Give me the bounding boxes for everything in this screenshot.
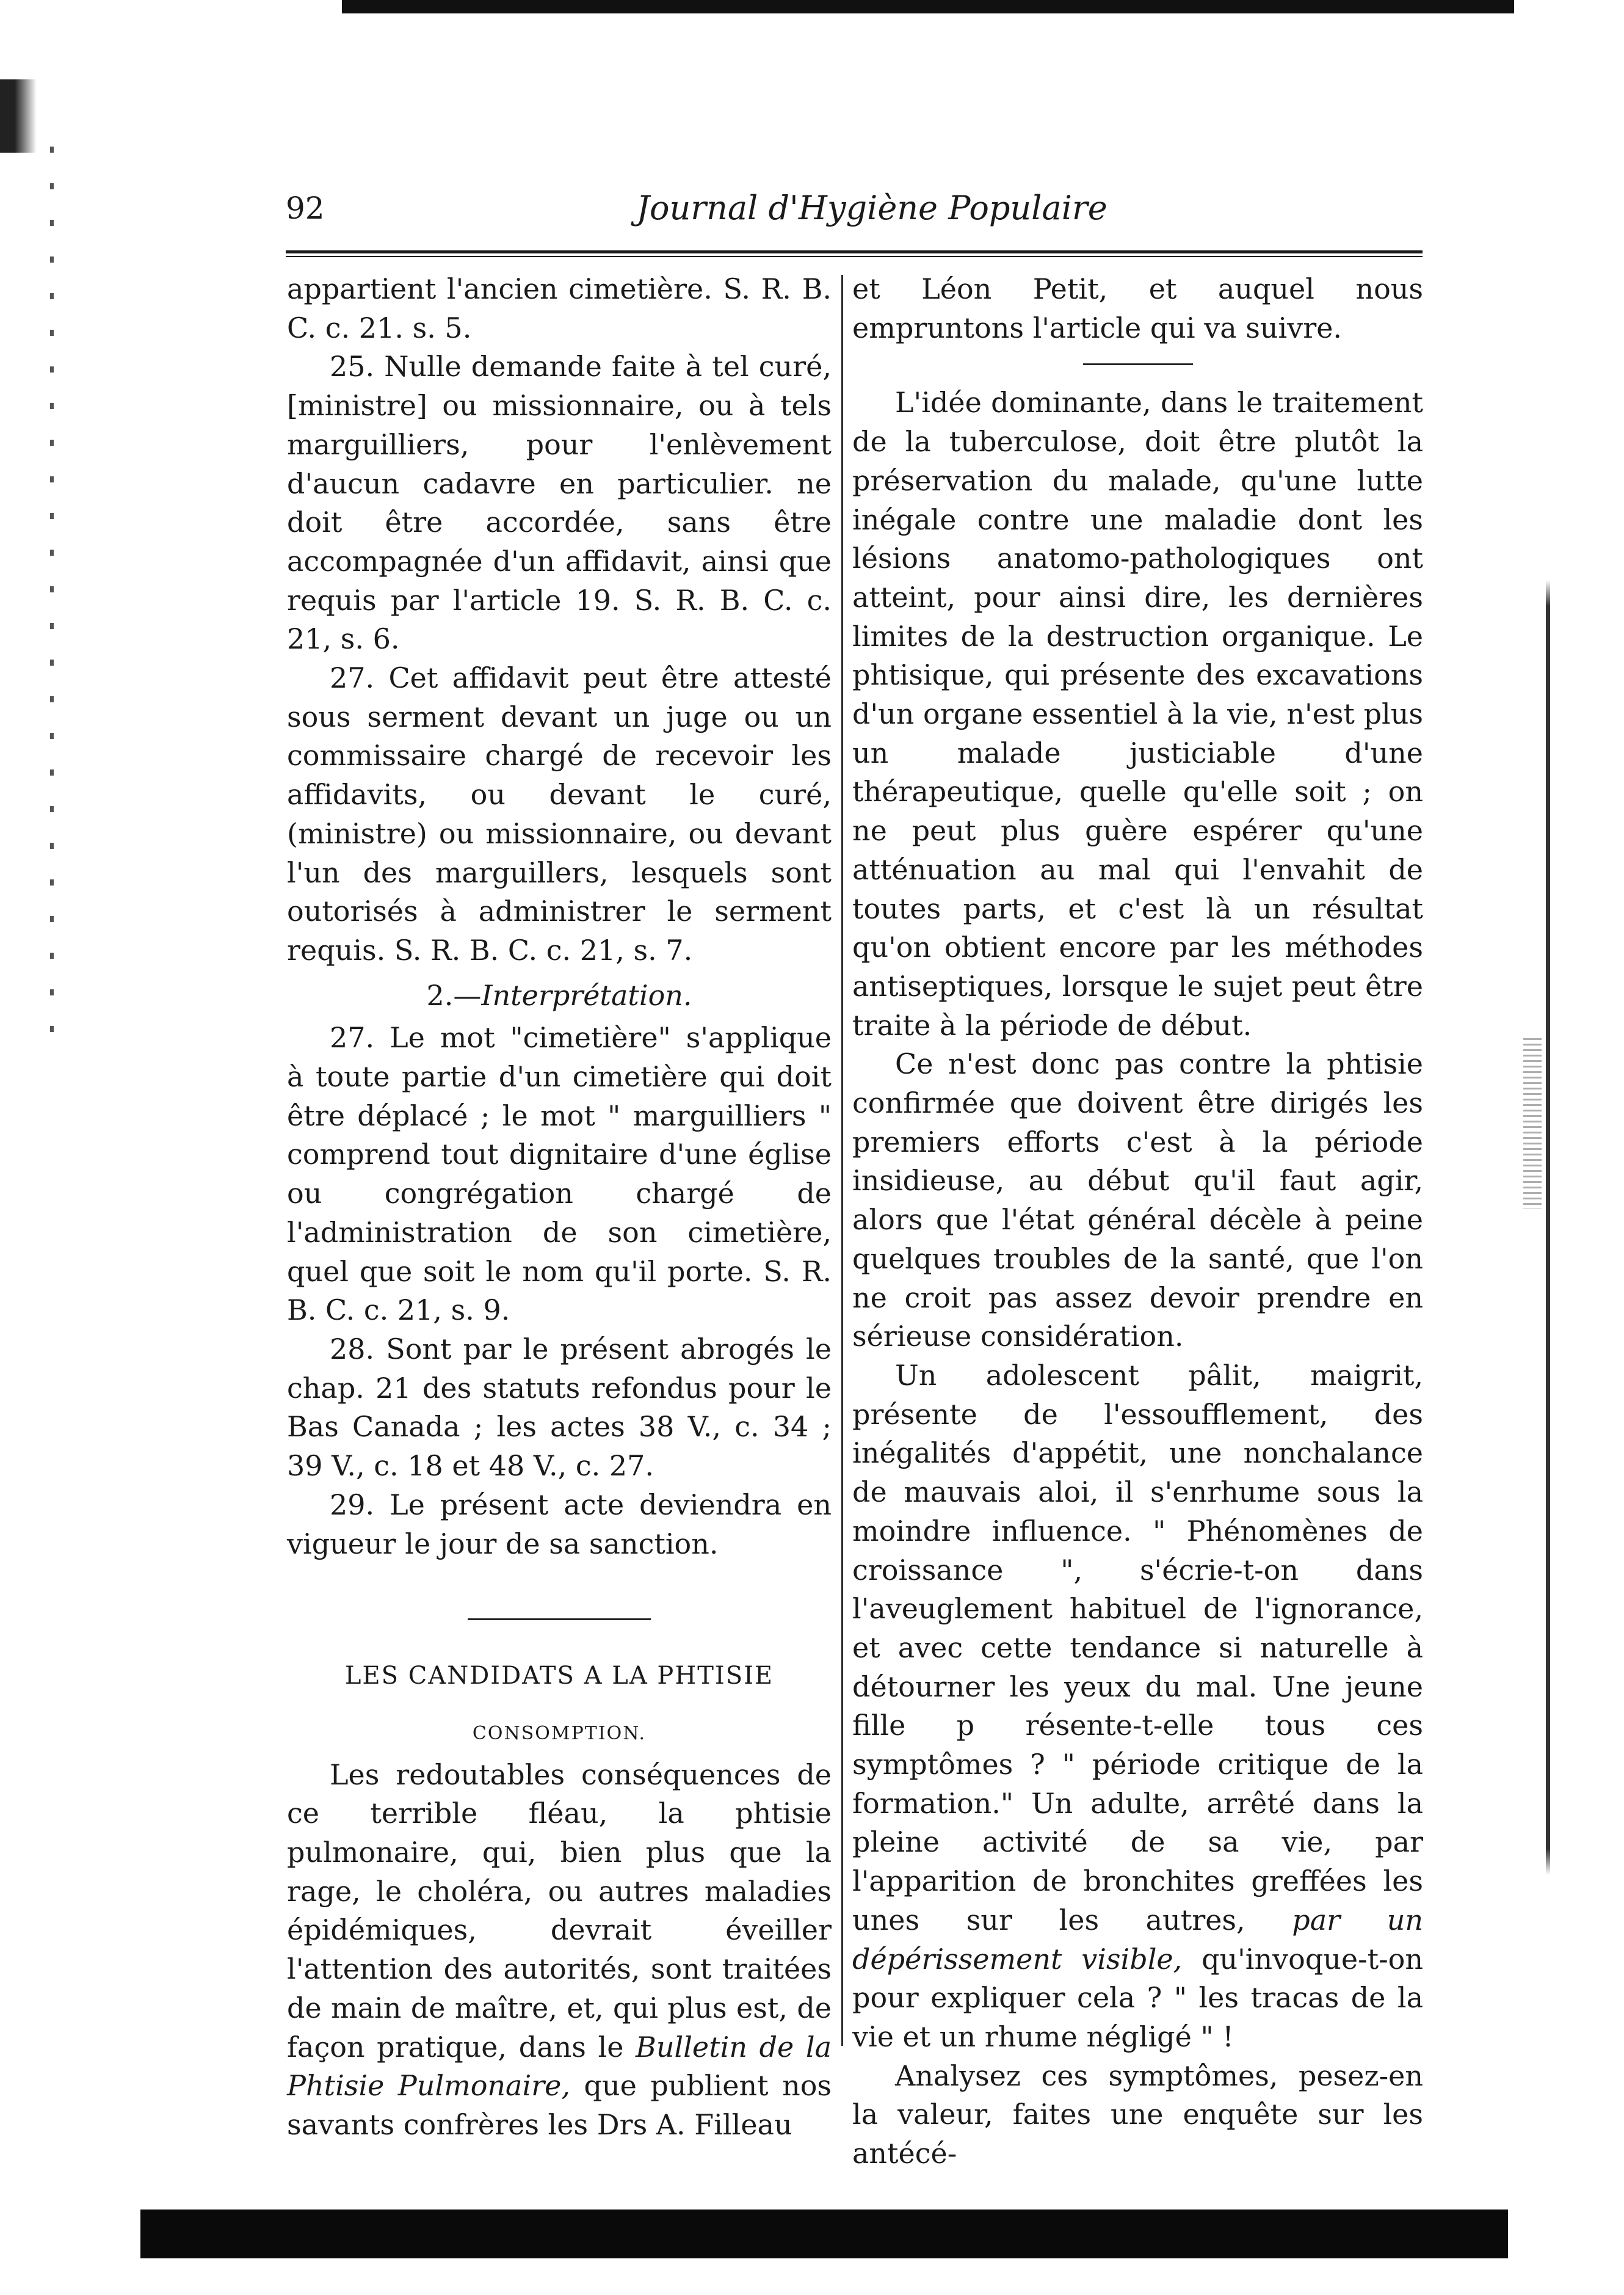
section-heading [287,977,832,1016]
intro-text-start: Les redoutables conséquences de ce terrible fléau, la phtisie pulmonaire, qui, bien plus que la rage, le choléra, ou autres maladies épidémiques, devrait éveiller l'attention des autorités, sont traitées de main de maître, et, qui plus est, de façon pratique, dans le [287,1758,832,2064]
paragraph-article-25: 25. Nulle demande faite à tel curé, [ministre] ou missionnaire, ou à tels marguilliers, pour l'enlèvement d'aucun cadavre en particulier. ne doit être accordée, sans être accompagnée d'un affidavit, ainsi que requis par l'article 19. S. R. B. C. c. 21, s. 6. [287,350,832,656]
running-head [286,187,1423,236]
scan-right-edge-line [1546,580,1550,1875]
paragraph-analysez: Analysez ces symptômes, pesez-en la valeur, faites une enquête sur les antécé- [852,2059,1423,2170]
paragraph-article-29: 29. Le présent acte deviendra en vigueur le jour de sa sanction. [287,1488,832,1560]
adolescent-text-start: Un adolescent pâlit, maigrit, présente de l'essoufflement, des inégalités d'appétit, une nonchalance de mauvais aloi, il s'enrhume sous la moindre influence. " Phénomènes de croissance ", s'écrie-t-on dans l'aveuglement habituel de l'ignorance, et avec cette tendance si naturelle à détourner les yeux du mal. Une jeune fille p résente-t-elle tous ces symptômes ? " période critique de la formation." Un adulte, arrêté dans la pleine activité de sa vie, par l'apparition de bronchites greffées les unes sur les autres, [852,1358,1423,1937]
page-number: 92 [286,191,325,226]
emphasis-deperissement: par un dépérissement visible, [852,1903,1424,1976]
quote-separator-rule [1083,363,1193,365]
journal-title: Journal d'Hygiène Populaire [636,189,1107,227]
column-divider [841,275,843,2046]
scan-left-edge-dashes [50,147,54,1063]
section-title: Interprétation. [481,978,692,1012]
scan-top-bar [342,0,1514,13]
bulletin-title: Bulletin de la Phtisie Pulmonaire, [287,2030,832,2103]
right-column [852,270,1423,2173]
header-rule [286,250,1423,257]
paragraph-idee-dominante: L'idée dominante, dans le traitement de la tuberculose, doit être plutôt la préservation du malade, qu'une lutte inégale contre une maladie dont les lésions anatomo-pathologiques ont atteint, pour ainsi dire, les dernières limites de la destruction organique. Le phtisique, qui présente des excavations d'un organe essentiel à la vie, n'est plus un malade justiciable d'une thérapeutique, quelle qu'elle soit ; on ne peut plus guère espérer qu'une atténuation au mal qui l'envahit de toutes parts, et c'est là un résultat qu'on obtient encore par les méthodes antiseptiques, lorsque le sujet peut être traite à la période de début. [852,386,1423,1042]
paragraph-adolescent [852,1356,1423,2057]
paragraph-intro-continuation: et Léon Petit, et auquel nous empruntons l'article qui va suivre. [852,272,1423,344]
article-separator-rule [468,1618,651,1620]
adolescent-text-end: qu'invoque-t-on pour expliquer cela ? " les tracas de la vie et un rhume négligé " ! [852,1942,1423,2053]
intro-text-end: que publient nos savants confrères les Drs A. Filleau [287,2069,832,2141]
article-subtitle: CONSOMPTION. [472,1722,647,1744]
scan-right-edge-noise [1523,1038,1542,1209]
paragraph-article-28: 28. Sont par le présent abrogés le chap. 21 des statuts refondus pour le Bas Canada ; les actes 38 V., c. 34 ; 39 V., c. 18 et 48 V., c. 27. [287,1332,832,1483]
paragraph-article-27-affidavit: 27. Cet affidavit peut être attesté sous serment devant un juge ou un commissaire chargé de recevoir les affidavits, ou devant le curé, (ministre) ou missionnaire, ou devant l'un des marguillers, lesquels sont outorisés à administrer le serment requis. S. R. B. C. c. 21, s. 7. [287,661,832,967]
paragraph-phtisie-confirmee: Ce n'est donc pas contre la phtisie confirmée que doivent être dirigés les premiers efforts c'est à la période insidieuse, au début qu'il faut agir, alors que l'état général décèle à peine quelques troubles de la santé, que l'on ne croit pas assez devoir prendre en sérieuse considération. [852,1047,1423,1353]
paragraph-article-27-interpretation: 27. Le mot "cimetière" s'applique à toute partie d'un cimetière qui doit être déplacé ; le mot " marguilliers " comprend tout dignitaire d'une église ou congrégation chargé de l'administration de son cimetière, quel que soit le nom qu'il porte. S. R. B. C. c. 21, s. 9. [287,1021,832,1327]
paragraph-article-intro [287,1756,832,2145]
article-title: LES CANDIDATS A LA PHTISIE [344,1662,774,1690]
paragraph-continuation: appartient l'ancien cimetière. S. R. B. C. c. 21. s. 5. [287,272,832,344]
section-prefix: 2.— [426,978,482,1012]
left-column [287,270,832,2145]
scan-left-edge-mark [0,79,37,153]
scan-bottom-bar [140,2210,1508,2258]
